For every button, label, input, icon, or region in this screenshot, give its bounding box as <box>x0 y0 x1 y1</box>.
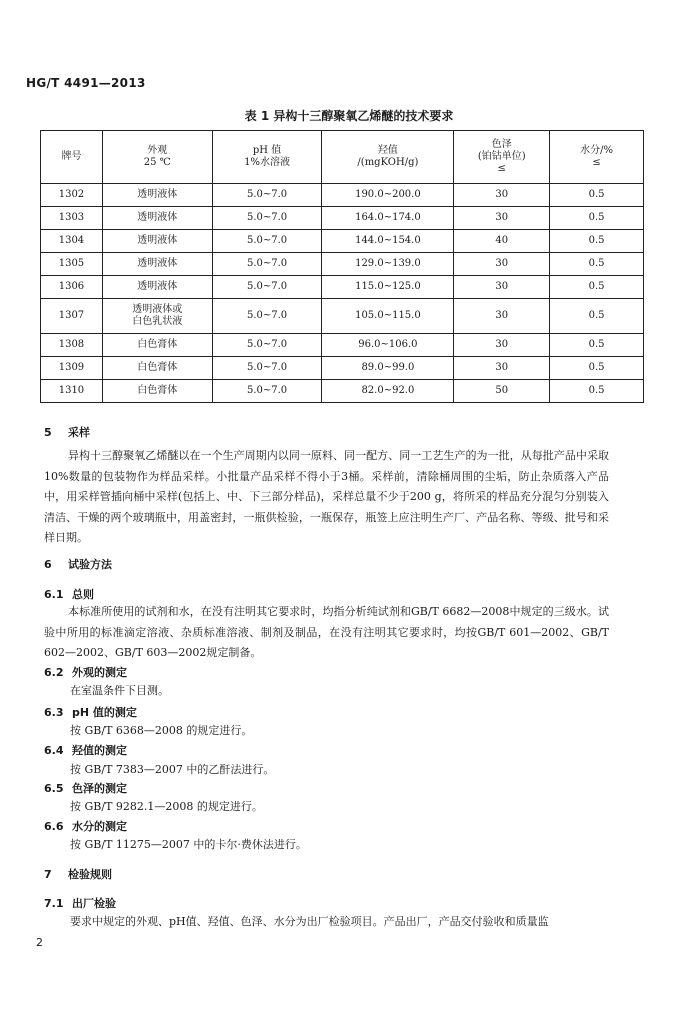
cell-appearance: 透明液体 <box>102 184 212 207</box>
section-6-6-heading: 6.6 水分的测定 <box>44 820 127 833</box>
section-5-heading: 5 采样 <box>44 426 90 439</box>
section-6-1-text: 本标准所使用的试剂和水，在没有注明其它要求时，均指分析纯试剂和GB/T 6682—2008中规定的三级水。试验中所用的标准滴定溶液、杂质标准溶液、制剂及制品，在没有注明其它要求时，均按GB/T 601—2002、GB/T 602—2002、GB/T 603—2002规定制备。 <box>44 605 609 659</box>
cell-water: 0.5 <box>550 357 644 380</box>
standard-number: HG/T 4491—2013 <box>26 76 146 90</box>
cell-hydroxyl: 115.0~125.0 <box>322 276 454 299</box>
column-header <box>212 131 322 184</box>
table-row <box>41 230 644 253</box>
cell-water: 0.5 <box>550 184 644 207</box>
column-header <box>41 131 103 184</box>
cell-hydroxyl: 144.0~154.0 <box>322 230 454 253</box>
table-row <box>41 276 644 299</box>
column-header-line: 1%水溶液 <box>244 157 290 168</box>
cell-appearance: 透明液体 <box>102 253 212 276</box>
section-6-6-text: 按 GB/T 11275—2007 中的卡尔·费休法进行。 <box>70 838 307 851</box>
cell-ph: 5.0~7.0 <box>212 207 322 230</box>
cell-grade: 1303 <box>41 207 103 230</box>
cell-ph: 5.0~7.0 <box>212 253 322 276</box>
cell-color: 50 <box>454 380 550 403</box>
table-row <box>41 299 644 334</box>
cell-ph: 5.0~7.0 <box>212 184 322 207</box>
section-6-3-text: 按 GB/T 6368—2008 的规定进行。 <box>70 724 253 737</box>
cell-color: 30 <box>454 276 550 299</box>
column-header-line: ≤ <box>592 157 601 168</box>
cell-ph: 5.0~7.0 <box>212 230 322 253</box>
cell-color: 30 <box>454 207 550 230</box>
cell-color: 30 <box>454 253 550 276</box>
table-row <box>41 334 644 357</box>
section-7-heading: 7 检验规则 <box>44 868 112 881</box>
cell-water: 0.5 <box>550 380 644 403</box>
cell-color: 30 <box>454 334 550 357</box>
column-header-line: (铂钴单位) <box>477 151 526 162</box>
column-header-line: pH 值 <box>252 145 282 156</box>
cell-color: 30 <box>454 357 550 380</box>
cell-ph: 5.0~7.0 <box>212 299 322 334</box>
cell-water: 0.5 <box>550 299 644 334</box>
cell-grade: 1310 <box>41 380 103 403</box>
cell-water: 0.5 <box>550 334 644 357</box>
table-row <box>41 380 644 403</box>
cell-appearance: 白色膏体 <box>102 380 212 403</box>
cell-hydroxyl: 82.0~92.0 <box>322 380 454 403</box>
table-row <box>41 357 644 380</box>
cell-hydroxyl: 190.0~200.0 <box>322 184 454 207</box>
column-header-line: ≤ <box>497 163 506 174</box>
section-5-text: 异构十三醇聚氧乙烯醚以在一个生产周期内以同一原料、同一配方、同一工艺生产的为一批，从每批产品中采取10%数量的包装物作为样品采样。小批量产品采样不得小于3桶。采样前，清除桶周围的尘垢，防止杂质落入产品中，用采样管插向桶中采样(包括上、中、下三部分样品)，采样总量不少于200 g，将所采的样品充分混匀分别装入清洁、干燥的两个玻璃瓶中，用盖密封，一瓶供检验，一瓶保存，瓶签上应注明生产厂、产品名称、等级、批号和采样日期。 <box>44 449 609 544</box>
section-6-2-text: 在室温条件下目测。 <box>70 684 169 697</box>
cell-color: 40 <box>454 230 550 253</box>
section-6-5-heading: 6.5 色泽的测定 <box>44 782 127 795</box>
section-6-3-heading: 6.3 pH 值的测定 <box>44 706 137 719</box>
table-header-row <box>41 131 644 184</box>
column-header-line: /(mgKOH/g) <box>357 157 419 168</box>
column-header-line: 外观 <box>147 145 168 156</box>
column-header <box>550 131 644 184</box>
table-title: 表 1 异构十三醇聚氧乙烯醚的技术要求 <box>244 109 454 123</box>
cell-color: 30 <box>454 299 550 334</box>
cell-ph: 5.0~7.0 <box>212 276 322 299</box>
cell-ph: 5.0~7.0 <box>212 380 322 403</box>
cell-appearance: 透明液体 <box>102 276 212 299</box>
section-6-4-text: 按 GB/T 7383—2007 中的乙酐法进行。 <box>70 763 275 776</box>
section-6-2-heading: 6.2 外观的测定 <box>44 666 127 679</box>
section-7-1-text: 要求中规定的外观、pH值、羟值、色泽、水分为出厂检验项目。产品出厂，产品交付验收和质量监 <box>70 915 549 928</box>
cell-appearance: 透明液体 <box>102 207 212 230</box>
cell-hydroxyl: 105.0~115.0 <box>322 299 454 334</box>
column-header <box>454 131 550 184</box>
column-header-line: 水分/% <box>580 145 613 156</box>
cell-grade: 1309 <box>41 357 103 380</box>
table-row <box>41 207 644 230</box>
cell-water: 0.5 <box>550 207 644 230</box>
cell-color: 30 <box>454 184 550 207</box>
section-6-5-text: 按 GB/T 9282.1—2008 的规定进行。 <box>70 800 263 813</box>
cell-grade: 1302 <box>41 184 103 207</box>
table-body <box>41 184 644 403</box>
cell-hydroxyl: 96.0~106.0 <box>322 334 454 357</box>
cell-ph: 5.0~7.0 <box>212 357 322 380</box>
cell-hydroxyl: 129.0~139.0 <box>322 253 454 276</box>
cell-grade: 1308 <box>41 334 103 357</box>
column-header <box>322 131 454 184</box>
table-row <box>41 184 644 207</box>
cell-hydroxyl: 164.0~174.0 <box>322 207 454 230</box>
table-row <box>41 253 644 276</box>
cell-grade: 1304 <box>41 230 103 253</box>
cell-appearance: 透明液体 <box>102 230 212 253</box>
cell-ph: 5.0~7.0 <box>212 334 322 357</box>
cell-water: 0.5 <box>550 253 644 276</box>
cell-grade: 1306 <box>41 276 103 299</box>
section-6-4-heading: 6.4 羟值的测定 <box>44 744 127 757</box>
section-7-1-heading: 7.1 出厂检验 <box>44 897 116 910</box>
cell-appearance: 白色膏体 <box>102 357 212 380</box>
cell-grade: 1305 <box>41 253 103 276</box>
column-header-line: 牌号 <box>61 151 82 162</box>
column-header-line: 羟值 <box>377 145 398 156</box>
column-header-line: 色泽 <box>491 139 512 150</box>
cell-appearance: 白色膏体 <box>102 334 212 357</box>
cell-grade: 1307 <box>41 299 103 334</box>
section-6-heading: 6 试验方法 <box>44 558 112 571</box>
cell-water: 0.5 <box>550 276 644 299</box>
technical-requirements-table <box>40 130 644 403</box>
page-number: 2 <box>36 936 43 949</box>
section-6-1-heading: 6.1 总则 <box>44 588 94 601</box>
cell-water: 0.5 <box>550 230 644 253</box>
cell-hydroxyl: 89.0~99.0 <box>322 357 454 380</box>
column-header <box>102 131 212 184</box>
column-header-line: 25 ℃ <box>143 157 171 168</box>
cell-appearance: 透明液体或 白色乳状液 <box>102 299 212 334</box>
